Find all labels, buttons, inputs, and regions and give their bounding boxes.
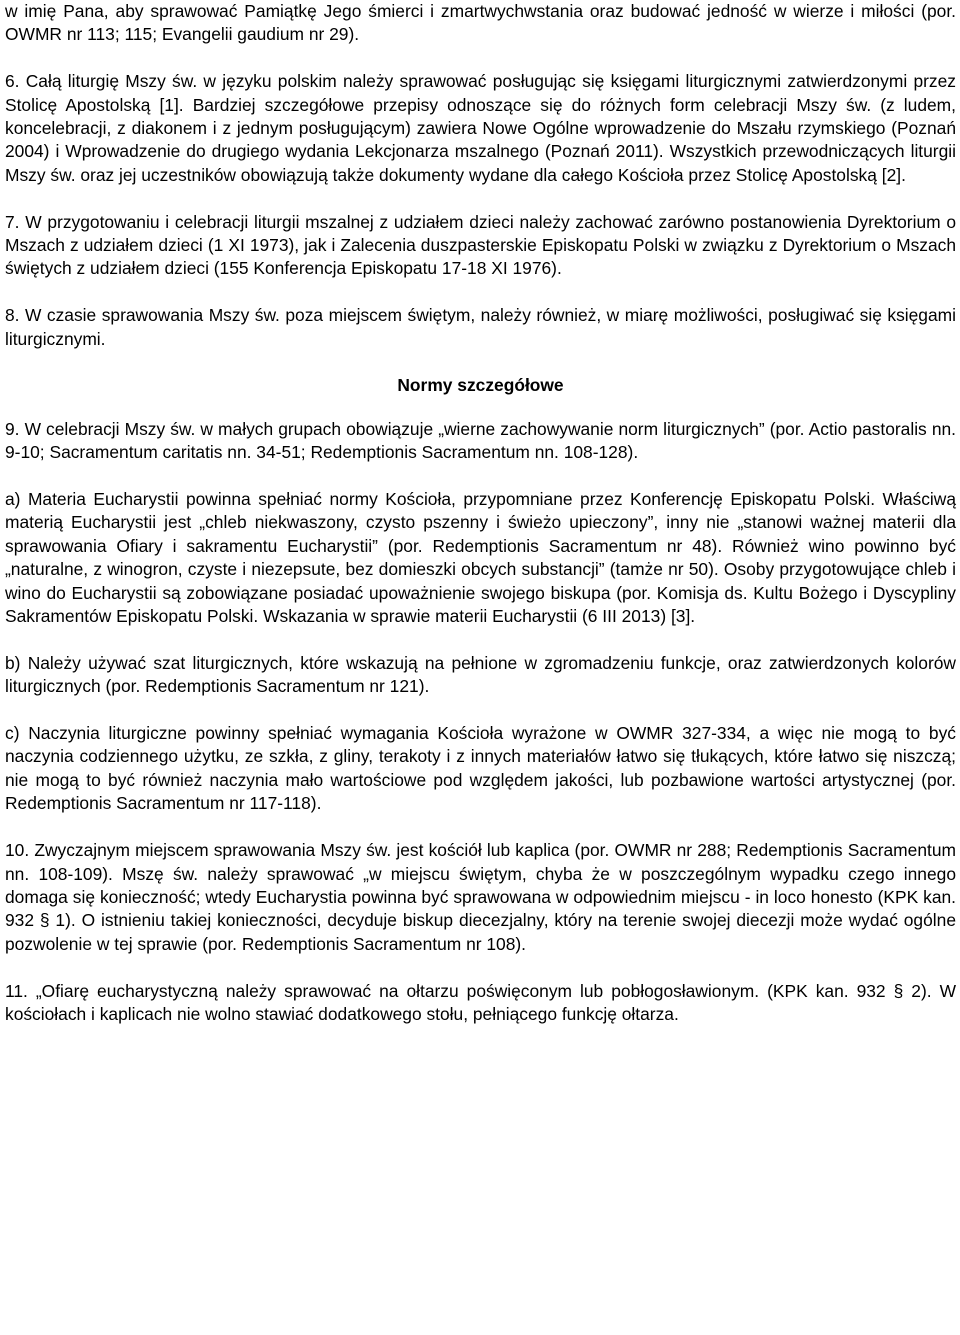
paragraph-8: 8. W czasie sprawowania Mszy św. poza miejscem świętym, należy również, w miarę możliwości, posługiwać się księgami liturgicznymi.: [5, 305, 956, 349]
paragraph-10: 10. Zwyczajnym miejscem sprawowania Mszy św. jest kościół lub kaplica (por. OWMR nr 288; Redemptionis Sacramentum nn. 108-109). Mszę św. należy sprawować „w miejscu świętym, chyba że w poszczególnym wypadku czego innego domaga się konieczność; wtedy Eucharystia powinna być sprawowana w odpowiednim miejscu - in loco honesto (KPK kan. 932 § 1). O istnieniu takiej konieczności, decyduje biskup diecezjalny, który na terenie swojej diecezji może wydać ogólne pozwolenie w tej sprawie (por. Redemptionis Sacramentum nr 108).: [5, 840, 956, 954]
section-heading: Normy szczegółowe: [397, 375, 564, 396]
paragraph-9b: b) Należy używać szat liturgicznych, które wskazują na pełnione w zgromadzeniu funkcje, oraz zatwierdzonych kolorów liturgicznych (por. Redemptionis Sacramentum nr 121).: [5, 652, 956, 697]
paragraph-6: 6. Całą liturgię Mszy św. w języku polskim należy sprawować posługując się księgami liturgicznymi zatwierdzonymi przez Stolicę Apostolską [1]. Bardziej szczegółowe przepisy odnoszące się do różnych form celebracji Mszy św. (z ludem, koncelebracji, z diakonem i z jednym posługującym) zawiera Nowe Ogólne wprowadzenie do Mszału rzymskiego (Poznań 2004) i Wprowadzenie do drugiego wydania Lekcjonarza mszalnego (Poznań 2011). Wszystkich przewodniczących liturgii Mszy św. oraz jej uczestników obowiązują także dokumenty wydane dla całego Kościoła przez Stolicę Apostolską [2].: [5, 71, 956, 185]
paragraph-continuation: w imię Pana, aby sprawować Pamiątkę Jego śmierci i zmartwychwstania oraz budować jedność w wierze i miłości (por. OWMR nr 113; 115; Evangelii gaudium nr 29).: [5, 1, 956, 45]
paragraph-9: 9. W celebracji Mszy św. w małych grupach obowiązuje „wierne zachowywanie norm liturgicznych” (por. Actio pastoralis nn. 9-10; Sacramentum caritatis nn. 34-51; Redemptionis Sacramentum nn. 108-128).: [5, 418, 956, 463]
document-page: [5, 0, 956, 1050]
paragraph-9a: a) Materia Eucharystii powinna spełniać normy Kościoła, przypomniane przez Konferencję Episkopatu Polski. Właściwą materią Eucharystii jest „chleb niekwaszony, czysto pszenny i świeżo upieczony”, inny nie „stanowi ważnej materii dla sprawowania Ofiary i sakramentu Eucharystii” (por. Redemptionis Sacramentum nr 48). Również wino powinno być „naturalne, z winogron, czyste i niezepsute, bez domieszki obcych substancji” (tamże nr 50). Osoby przygotowujące chleb i wino do Eucharystii są zobowiązane posiadać upoważnienie swojego biskupa (por. Komisja ds. Kultu Bożego i Dyscypliny Sakramentów Episkopatu Polski. Wskazania w sprawie materii Eucharystii (6 III 2013) [3].: [5, 489, 956, 627]
paragraph-9c: c) Naczynia liturgiczne powinny spełniać wymagania Kościoła wyrażone w OWMR 327-334, a więc nie mogą to być naczynia codziennego użytku, ze szkła, z gliny, terakoty i z innych materiałów łatwo się tłukących, które łatwo się niszczą; nie mogą to być również naczynia mało wartościowe pod względem jakości, lub pozbawione wartości artystycznej (por. Redemptionis Sacramentum nr 117-118).: [5, 723, 956, 814]
paragraph-11: 11. „Ofiarę eucharystyczną należy sprawować na ołtarzu poświęconym lub pobłogosławionym. (KPK kan. 932 § 2). W kościołach i kaplicach nie wolno stawiać dodatkowego stołu, pełniącego funkcję ołtarza.: [5, 980, 956, 1024]
paragraph-7: 7. W przygotowaniu i celebracji liturgii mszalnej z udziałem dzieci należy zachować zarówno postanowienia Dyrektorium o Mszach z udziałem dzieci (1 XI 1973), jak i Zalecenia duszpasterskie Episkopatu Polski w związku z Dyrektorium o Mszach świętych z udziałem dzieci (155 Konferencja Episkopatu 17-18 XI 1976).: [5, 211, 956, 279]
